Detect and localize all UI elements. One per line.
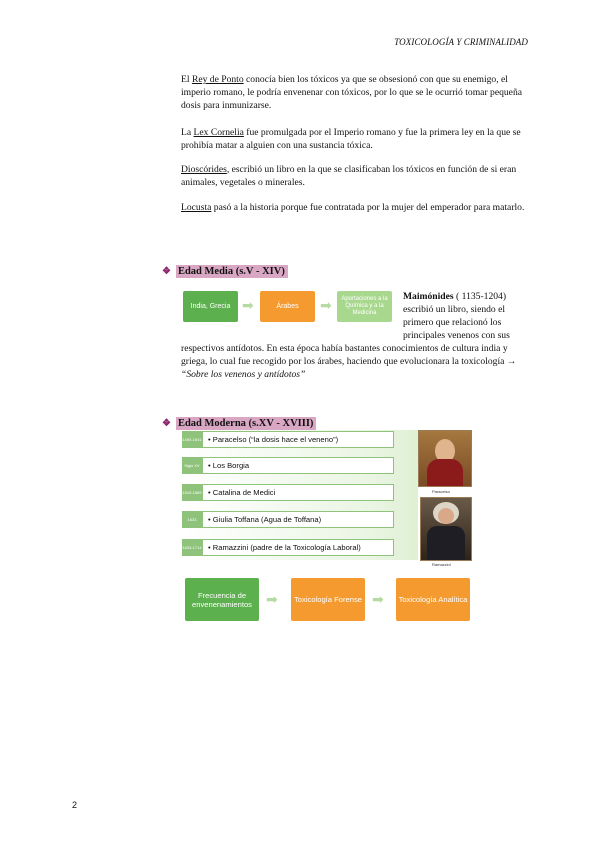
text: fue promulgada por el Imperio romano y fue la primera ley en la que se prohibía matar a alguien con una sustancia tóxica.: [181, 127, 521, 151]
timeline-year: 1633: [182, 511, 202, 528]
book-title: “Sobre los venenos y antídotos”: [181, 369, 306, 380]
maimonides-side-text: [403, 290, 533, 342]
flow-box-arabes: Árabes: [260, 291, 315, 322]
flow-box-analitica: Toxicología Analítica: [396, 578, 470, 621]
timeline-year: 1633-1714: [182, 539, 202, 556]
timeline-item-toffana: • Giulia Toffana (Agua de Toffana): [202, 511, 394, 528]
timeline-year: 1493-1541: [182, 431, 202, 448]
diamond-bullet-icon: ❖: [162, 418, 171, 429]
diamond-bullet-icon: ❖: [162, 266, 171, 277]
arrow-right-icon: ➡: [320, 298, 332, 314]
term-locusta: Locusta: [181, 202, 212, 213]
timeline-item-medici: • Catalina de Medici: [202, 484, 394, 501]
flow-box-forense: Toxicología Forense: [291, 578, 365, 621]
flow-box-india-grecia: India, Grecia: [183, 291, 238, 322]
timeline-item-borgia: • Los Borgia: [202, 457, 394, 474]
paragraph-rey-de-ponto: [181, 73, 531, 112]
arrow-right-icon: ➡: [266, 592, 278, 608]
text: La: [181, 127, 194, 138]
portrait-caption: Ramazzini: [432, 562, 451, 567]
text: , escribió un libro en la que se clasificaban los tóxicos en función de si eran animales, vegetales o minerales.: [181, 164, 517, 188]
term-rey-de-ponto: Rey de Ponto: [191, 74, 244, 85]
portrait-ramazzini-image: [420, 497, 472, 561]
timeline-item-ramazzini: • Ramazzini (padre de la Toxicología Laboral): [202, 539, 394, 556]
flow-box-aportaciones: Aportaciones a la Química y a la Medicina: [337, 291, 392, 322]
maimonides-name: Maimónides: [403, 291, 454, 302]
timeline-year: Siglo XV: [182, 457, 202, 474]
maimonides-dates: ( 1135-1204): [453, 291, 507, 302]
term-dioscorides: Dioscórides: [181, 164, 227, 175]
heading-text: Edad Moderna (s.XV - XVIII): [176, 417, 316, 430]
portrait-caption: Paracelso: [432, 489, 450, 494]
timeline-item-paracelso: • Paracelso (“la dosis hace el veneno”): [202, 431, 394, 448]
text: pasó a la historia porque fue contratada por la mujer del emperador para matarlo.: [211, 202, 525, 213]
text: respectivos antídotos. En esta época había bastantes conocimientos de cultura india y griega, lo cual fue recogido por los árabes, haciendo que evolucionara la toxicología →: [181, 343, 517, 367]
section-heading-edad-moderna: [162, 417, 316, 430]
header-title: TOXICOLOGÍA Y CRIMINALIDAD: [394, 37, 528, 47]
paragraph-locusta: [181, 201, 531, 214]
timeline-year: 1519-1589: [182, 484, 202, 501]
arrow-right-icon: ➡: [372, 592, 384, 608]
paragraph-lex-cornelia: [181, 126, 531, 152]
page-number: 2: [72, 800, 78, 810]
text: El: [181, 74, 192, 85]
arrow-right-icon: ➡: [242, 298, 254, 314]
maimonides-full-text: [181, 342, 531, 381]
heading-text: Edad Media (s.V - XIV): [176, 265, 288, 278]
text: escribió un libro, siendo el primero que relacionó los principales venenos con sus: [403, 304, 510, 341]
portrait-paracelso-image: [418, 430, 472, 487]
text: conocía bien los tóxicos ya que se obsesionó con que su enemigo, el imperio romano, le podría envenenar con tóxicos, por lo que se le ocurrió tomar pequeña dosis para inmunizarse.: [181, 74, 522, 111]
term-lex-cornelia: Lex Cornelia: [193, 127, 244, 138]
section-heading-edad-media: [162, 265, 288, 278]
paragraph-dioscorides: [181, 163, 531, 189]
flow-box-frecuencia: Frecuencia de envenenamientos: [185, 578, 259, 621]
